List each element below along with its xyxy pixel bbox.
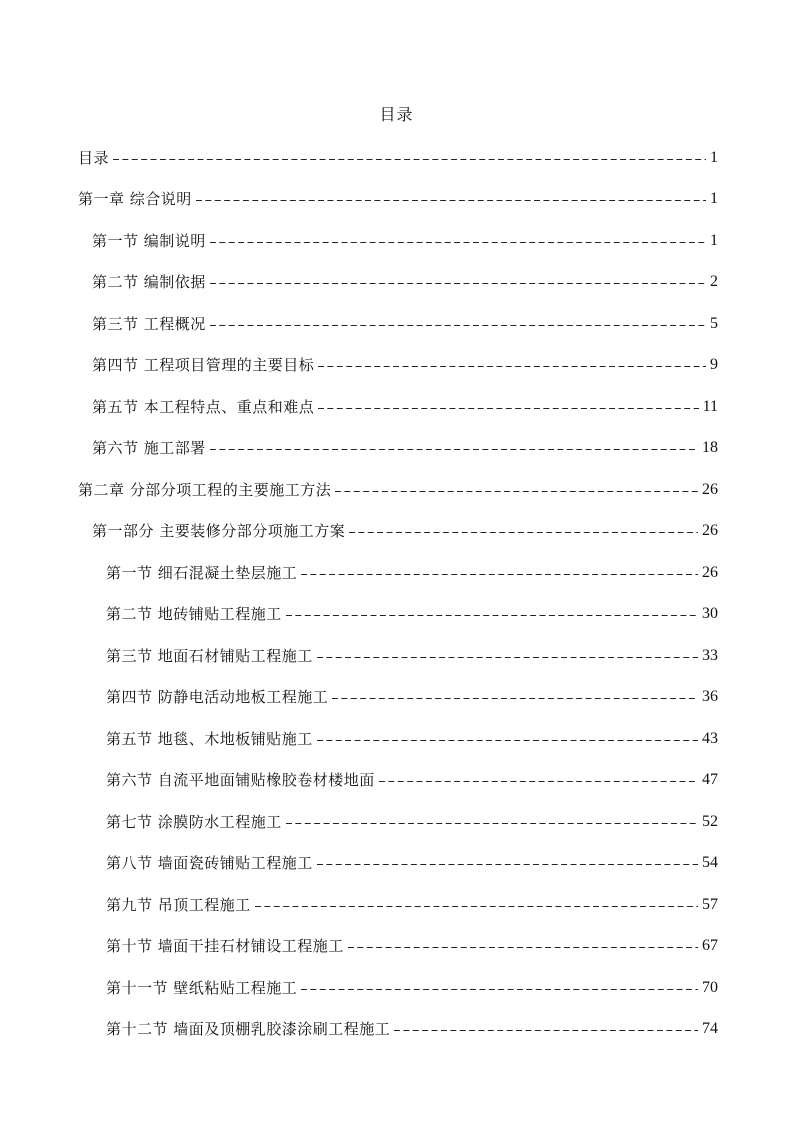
toc-entry-page: 2 bbox=[710, 273, 718, 290]
toc-entry-label: 第一节 细石混凝土垫层施工 bbox=[106, 564, 298, 582]
toc-entry-page: 1 bbox=[710, 149, 718, 166]
toc-leader bbox=[394, 1017, 698, 1041]
toc-entry[interactable] bbox=[106, 561, 718, 585]
toc-entry-label: 第六节 自流平地面铺贴橡胶卷材楼地面 bbox=[106, 771, 375, 789]
toc-leader bbox=[210, 436, 698, 460]
toc-entry[interactable] bbox=[92, 436, 718, 460]
toc-leader bbox=[255, 893, 698, 917]
toc-entry[interactable] bbox=[78, 146, 718, 170]
toc-entry-label: 第八节 墙面瓷砖铺贴工程施工 bbox=[106, 854, 313, 872]
toc-entry-label: 第四节 工程项目管理的主要目标 bbox=[92, 356, 315, 374]
toc-entry[interactable] bbox=[106, 810, 718, 834]
toc-leader bbox=[332, 685, 698, 709]
toc-entry[interactable] bbox=[106, 893, 718, 917]
toc-leader bbox=[286, 602, 698, 626]
toc-entry-label: 第四节 防静电活动地板工程施工 bbox=[106, 688, 329, 706]
toc-entry-label: 第七节 涂膜防水工程施工 bbox=[106, 813, 282, 831]
toc-leader bbox=[317, 727, 698, 751]
toc-entry-label: 第十一节 壁纸粘贴工程施工 bbox=[106, 979, 298, 997]
toc-entry-label: 第二节 编制依据 bbox=[92, 273, 206, 291]
toc-entry[interactable] bbox=[106, 976, 718, 1000]
toc-entry-label: 第一章 综合说明 bbox=[78, 190, 192, 208]
toc-entry[interactable] bbox=[106, 934, 718, 958]
toc-leader bbox=[317, 851, 698, 875]
toc-entry-page: 26 bbox=[702, 481, 718, 498]
toc-entry-label: 第一节 编制说明 bbox=[92, 232, 206, 250]
toc-entry-page: 26 bbox=[702, 564, 718, 581]
toc-entry-page: 36 bbox=[702, 688, 718, 705]
toc-entry-page: 1 bbox=[710, 190, 718, 207]
toc-entry[interactable] bbox=[92, 519, 718, 543]
toc-leader bbox=[210, 270, 706, 294]
toc-entry[interactable] bbox=[92, 353, 718, 377]
toc-entry-page: 30 bbox=[702, 605, 718, 622]
toc-entry-page: 47 bbox=[702, 771, 718, 788]
toc-entry[interactable] bbox=[92, 395, 718, 419]
page-title: 目录 bbox=[379, 105, 414, 124]
toc-entry[interactable] bbox=[92, 312, 718, 336]
toc-entry-label: 第五节 地毯、木地板铺贴施工 bbox=[106, 730, 313, 748]
toc-entry-page: 9 bbox=[710, 356, 718, 373]
toc-entry-page: 57 bbox=[702, 896, 718, 913]
toc-entry-page: 54 bbox=[702, 854, 718, 871]
toc-entry-label: 第一部分 主要装修分部分项施工方案 bbox=[92, 522, 346, 540]
toc-entry[interactable] bbox=[106, 727, 718, 751]
toc-leader bbox=[210, 312, 706, 336]
toc-leader bbox=[113, 146, 706, 170]
toc-leader bbox=[286, 810, 698, 834]
toc-leader bbox=[318, 353, 706, 377]
toc-entry-label: 第三节 地面石材铺贴工程施工 bbox=[106, 647, 313, 665]
toc-leader bbox=[210, 229, 706, 253]
toc-leader bbox=[349, 519, 698, 543]
toc-entry[interactable] bbox=[78, 478, 718, 502]
toc-entry[interactable] bbox=[106, 685, 718, 709]
toc-entry-page: 43 bbox=[702, 730, 718, 747]
toc-entry-label: 第十节 墙面干挂石材铺设工程施工 bbox=[106, 937, 344, 955]
toc-entry[interactable] bbox=[92, 270, 718, 294]
toc-entry-page: 1 bbox=[710, 232, 718, 249]
toc-leader bbox=[301, 561, 698, 585]
toc-entry[interactable] bbox=[106, 768, 718, 792]
toc-entry-page: 33 bbox=[702, 647, 718, 664]
toc-leader bbox=[318, 395, 698, 419]
toc-leader bbox=[196, 187, 706, 211]
toc-entry[interactable] bbox=[92, 229, 718, 253]
toc-entry-label: 目录 bbox=[78, 149, 110, 167]
toc-leader bbox=[301, 976, 698, 1000]
toc-entry-label: 第十二节 墙面及顶棚乳胶漆涂刷工程施工 bbox=[106, 1020, 391, 1038]
toc-entry[interactable] bbox=[106, 644, 718, 668]
toc-entry-page: 67 bbox=[702, 937, 718, 954]
toc-entry-page: 70 bbox=[702, 979, 718, 996]
toc-entry[interactable] bbox=[106, 851, 718, 875]
toc-entry-label: 第九节 吊顶工程施工 bbox=[106, 896, 251, 914]
toc-entry[interactable] bbox=[106, 1017, 718, 1041]
toc-entry-label: 第二节 地砖铺贴工程施工 bbox=[106, 605, 282, 623]
toc-leader bbox=[379, 768, 698, 792]
toc-entry-page: 26 bbox=[702, 522, 718, 539]
toc-entry-page: 5 bbox=[710, 315, 718, 332]
toc-entry[interactable] bbox=[106, 602, 718, 626]
toc-entry-label: 第二章 分部分项工程的主要施工方法 bbox=[78, 481, 332, 499]
toc-entry-page: 18 bbox=[702, 439, 718, 456]
toc-entry-label: 第六节 施工部署 bbox=[92, 439, 206, 457]
toc-leader bbox=[348, 934, 698, 958]
toc-entry[interactable] bbox=[78, 187, 718, 211]
toc-entry-label: 第三节 工程概况 bbox=[92, 315, 206, 333]
toc-leader bbox=[335, 478, 698, 502]
toc-entry-page: 11 bbox=[702, 398, 718, 415]
toc-entry-label: 第五节 本工程特点、重点和难点 bbox=[92, 398, 315, 416]
toc-entry-page: 52 bbox=[702, 813, 718, 830]
toc-leader bbox=[317, 644, 698, 668]
toc-entry-page: 74 bbox=[702, 1020, 718, 1037]
